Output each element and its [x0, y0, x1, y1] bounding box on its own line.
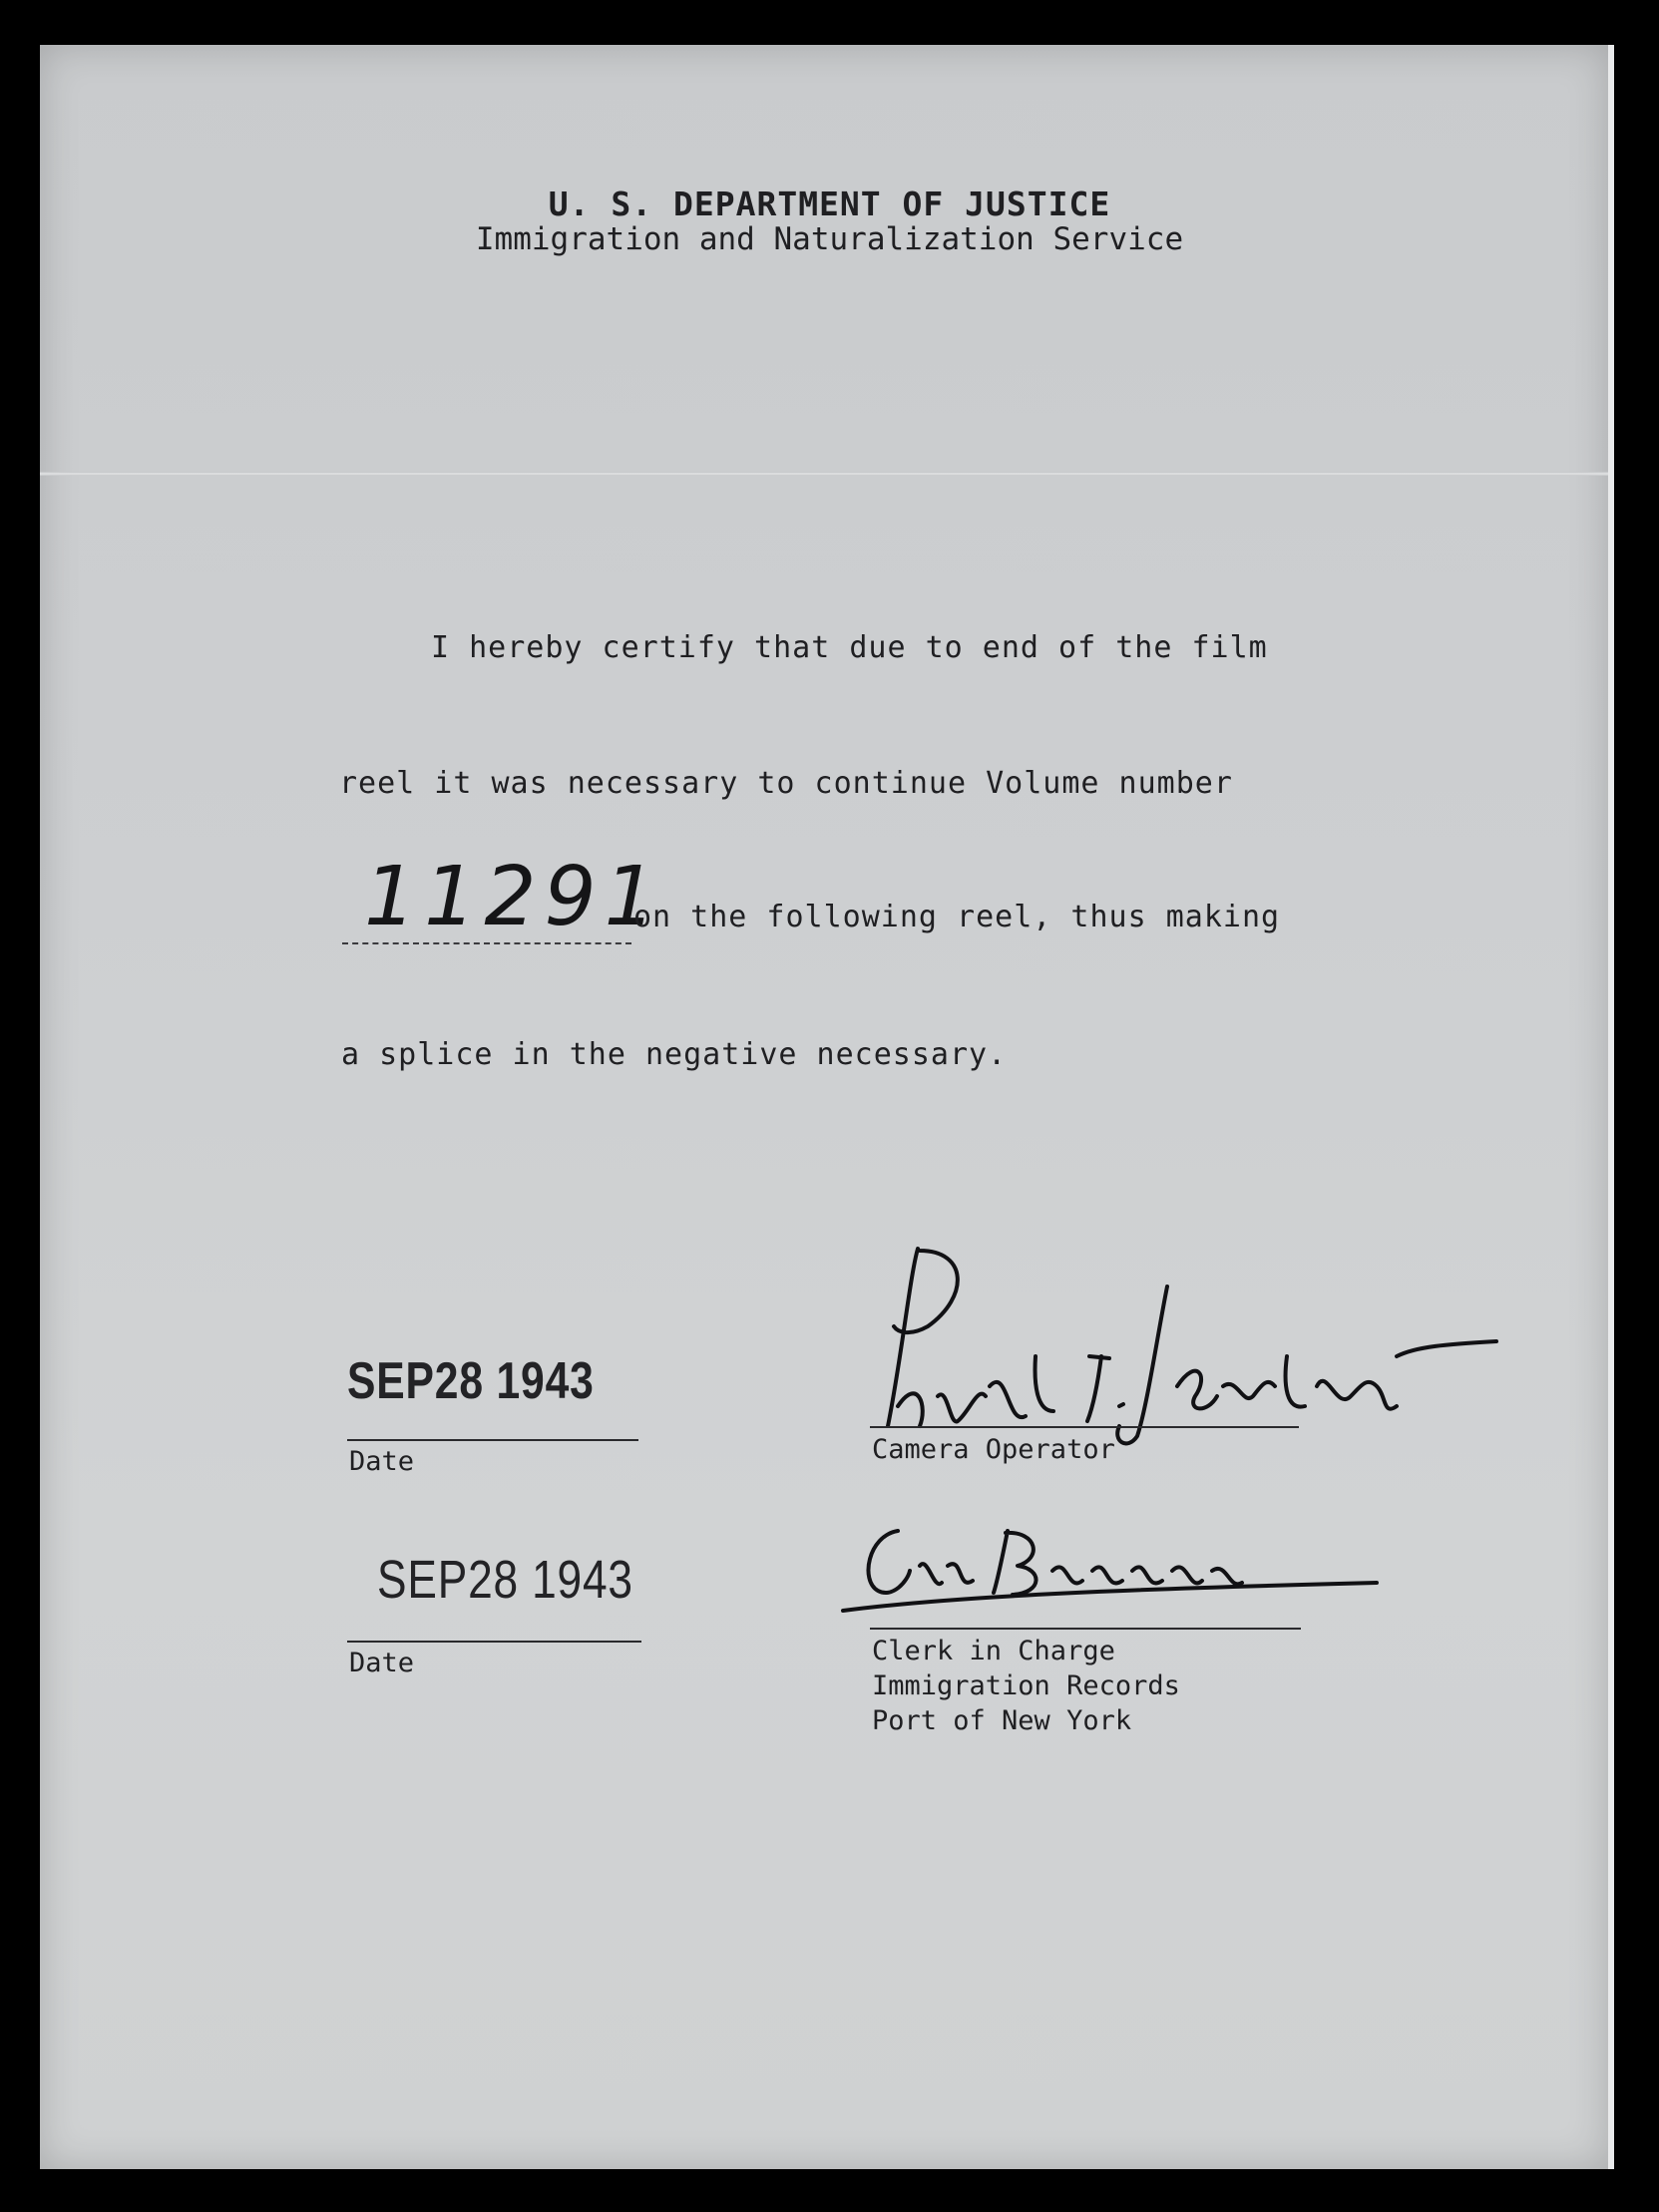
volume-number-underline — [342, 942, 631, 944]
certification-line-1: I hereby certify that due to end of the film — [431, 630, 1268, 665]
paper-fold-line — [40, 472, 1608, 476]
certification-line-3: on the following reel, thus making — [633, 900, 1281, 934]
clerk-label-1: Clerk in Charge — [872, 1636, 1115, 1666]
document-page — [40, 45, 1608, 2169]
clerk-label-2: Immigration Records — [872, 1670, 1180, 1701]
certification-line-4: a splice in the negative necessary. — [341, 1037, 1008, 1072]
clerk-label-3: Port of New York — [872, 1705, 1132, 1736]
date-stamp-2: SEP28 1943 — [377, 1550, 633, 1610]
camera-operator-signature-line — [870, 1426, 1299, 1428]
volume-number-handwritten: 11291 — [364, 850, 664, 944]
department-heading: U. S. DEPARTMENT OF JUSTICE — [548, 184, 1111, 223]
page-edge — [1608, 45, 1614, 2169]
date-line-2 — [347, 1641, 641, 1643]
clerk-signature — [838, 1511, 1397, 1621]
camera-operator-label: Camera Operator — [872, 1434, 1115, 1465]
date-stamp-1: SEP28 1943 — [347, 1352, 595, 1410]
date-line-1 — [347, 1439, 638, 1441]
date-label-1: Date — [349, 1446, 415, 1477]
camera-operator-signature — [858, 1237, 1506, 1466]
date-label-2: Date — [349, 1648, 415, 1678]
certification-line-2: reel it was necessary to continue Volume number — [339, 766, 1233, 801]
clerk-signature-line — [870, 1628, 1301, 1630]
service-heading: Immigration and Naturalization Service — [475, 221, 1184, 257]
